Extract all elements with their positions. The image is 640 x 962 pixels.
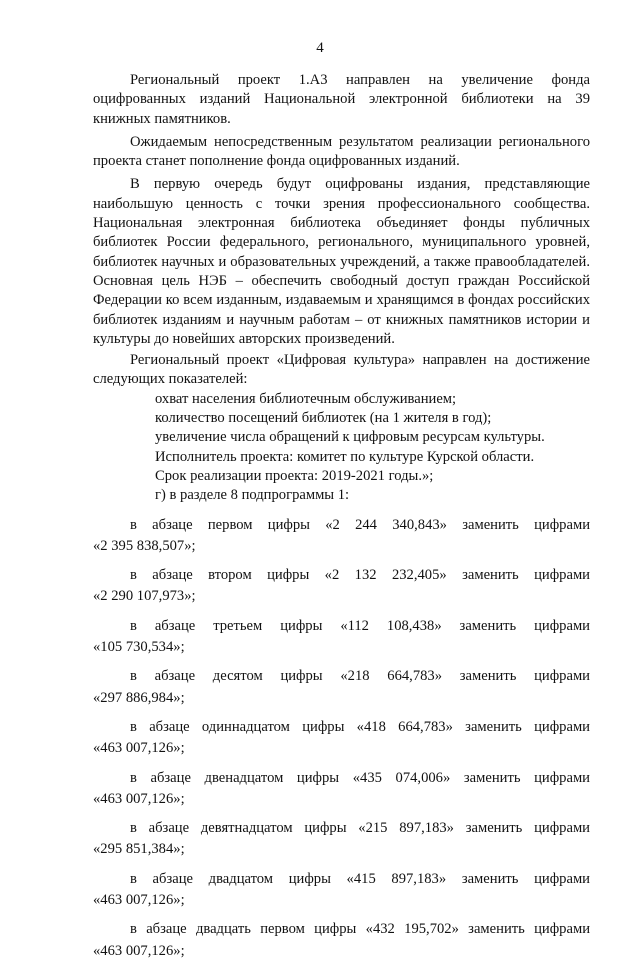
amendment-line: в абзаце первом цифры «2 244 340,843» заменить цифрами <box>130 516 590 533</box>
amendments-list <box>93 516 590 961</box>
amendment-value: «463 007,126»; <box>93 942 185 959</box>
page-number: 4 <box>316 40 324 56</box>
amendment-line: в абзаце третьем цифры «112 108,438» заменить цифрами <box>130 617 590 634</box>
amendment-value: «463 007,126»; <box>93 790 185 807</box>
amendment-line: в абзаце десятом цифры «218 664,783» заменить цифрами <box>130 668 590 685</box>
amendment-line: в абзаце двадцатом цифры «415 897,183» заменить цифрами <box>130 870 590 887</box>
indicator-item: увеличение числа обращений к цифровым ресурсам культуры. <box>155 429 545 446</box>
subsection-heading: г) в разделе 8 подпрограммы 1: <box>155 487 350 504</box>
amendment-value: «2 290 107,973»; <box>93 588 196 605</box>
amendment-value: «105 730,534»; <box>93 639 185 656</box>
amendment-value: «2 395 838,507»; <box>93 537 196 554</box>
amendment-value: «463 007,126»; <box>93 740 185 757</box>
amendment-value: «463 007,126»; <box>93 891 185 908</box>
indicator-item: охват населения библиотечным обслуживанием; <box>155 390 457 407</box>
amendment-line: в абзаце девятнадцатом цифры «215 897,183» заменить цифрами <box>130 820 590 837</box>
indicator-item: количество посещений библиотек (на 1 жителя в год); <box>155 410 492 427</box>
paragraph-project-a3: Региональный проект 1.А3 направлен на увеличение фонда оцифрованных изданий Национальной электронной библиотеки на 39 книжных памятников. <box>93 72 590 127</box>
paragraph-digital-culture: Региональный проект «Цифровая культура» направлен на достижение следующих показателей: <box>93 352 590 388</box>
amendment-line: в абзаце двенадцатом цифры «435 074,006» заменить цифрами <box>130 769 590 786</box>
amendment-line: в абзаце втором цифры «2 132 232,405» заменить цифрами <box>130 567 590 584</box>
amendment-value: «297 886,984»; <box>93 689 185 706</box>
amendment-value: «295 851,384»; <box>93 841 185 858</box>
document-body <box>93 71 590 962</box>
project-executor: Исполнитель проекта: комитет по культуре Курской области. <box>155 448 535 465</box>
amendment-line: в абзаце двадцать первом цифры «432 195,702» заменить цифрами <box>130 921 590 938</box>
project-term: Срок реализации проекта: 2019-2021 годы.»; <box>155 467 434 484</box>
amendment-line: в абзаце одиннадцатом цифры «418 664,783» заменить цифрами <box>130 718 590 735</box>
paragraph-expected-result: Ожидаемым непосредственным результатом реализации регионального проекта станет пополнение фонда оцифрованных изданий. <box>93 133 590 170</box>
paragraph-neb-description: В первую очередь будут оцифрованы издания, представляющие наибольшую ценность с точки зрения профессионального сообщества. Национальная электронная библиотека объединяет фонды публичных библиотек России федерального, регионального, муниципального уровней, библиотек научных и образовательных учреждений, а также правообладателей. Основная цель НЭБ – обеспечить свободный доступ граждан Российской Федерации ко всем изданным, издаваемым и хранящимся в фондах российских библиотек изданиям и научным работам – от книжных памятников истории и культуры до новейших авторских произведений. <box>93 176 590 347</box>
